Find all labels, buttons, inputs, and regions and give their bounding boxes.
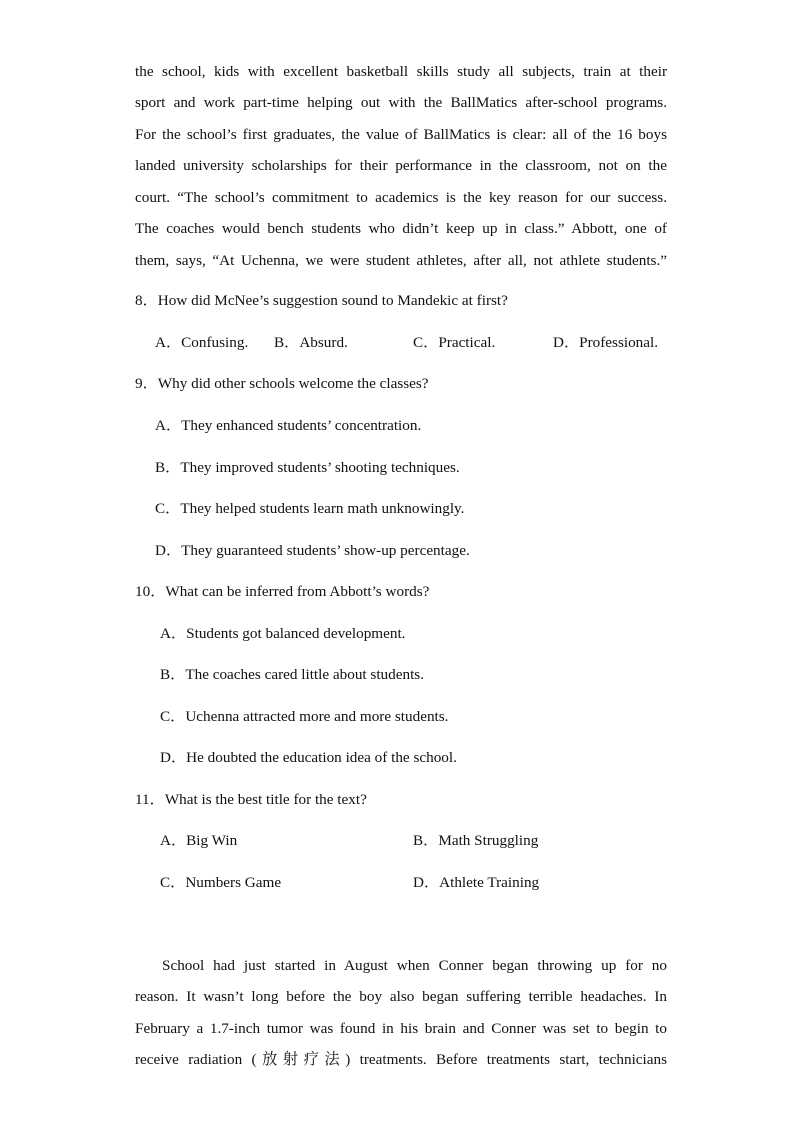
question-text: What is the best title for the text? <box>164 791 367 808</box>
q9-option-a[interactable]: A．They enhanced students’ concentration. <box>155 417 422 434</box>
passage-line: The coaches would bench students who didn’t keep up in class.” Abbott, one of <box>135 220 667 237</box>
q10-option-c[interactable]: C．Uchenna attracted more and more students. <box>160 708 449 725</box>
passage-line: the school, kids with excellent basketball skills study all subjects, train at their <box>135 63 667 80</box>
question-text: What can be inferred from Abbott’s words? <box>165 583 430 600</box>
question-9 <box>135 374 429 394</box>
q8-option-b[interactable]: B．Absurd. <box>274 334 348 351</box>
question-number: 9． <box>135 375 158 392</box>
question-8 <box>135 291 508 311</box>
question-number: 8． <box>135 292 158 309</box>
question-number: 11． <box>135 791 165 808</box>
question-text: Why did other schools welcome the classes? <box>157 375 429 392</box>
q9-option-c[interactable]: C．They helped students learn math unknowingly. <box>155 500 465 517</box>
question-10 <box>135 582 429 602</box>
q11-option-b[interactable]: B．Math Struggling <box>413 832 539 849</box>
passage-line: reason. It wasn’t long before the boy also began suffering terrible headaches. In <box>135 988 667 1005</box>
passage-line: court. “The school’s commitment to academics is the key reason for our success. <box>135 189 667 206</box>
q8-option-a[interactable]: A．Confusing. <box>155 334 249 351</box>
passage-line: School had just started in August when Conner began throwing up for no <box>162 957 667 974</box>
q11-option-a[interactable]: A．Big Win <box>160 832 238 849</box>
q10-option-d[interactable]: D．He doubted the education idea of the school. <box>160 749 457 766</box>
q11-option-d[interactable]: D．Athlete Training <box>413 874 540 891</box>
q8-option-c[interactable]: C．Practical. <box>413 334 496 351</box>
q11-option-c[interactable]: C．Numbers Game <box>160 874 282 891</box>
question-text: How did McNee’s suggestion sound to Mandekic at first? <box>157 292 508 309</box>
q10-option-a[interactable]: A．Students got balanced development. <box>160 625 406 642</box>
passage-line: February a 1.7-inch tumor was found in his brain and Conner was set to begin to <box>135 1020 667 1037</box>
q8-option-d[interactable]: D．Professional. <box>553 334 659 351</box>
passage-line: sport and work part-time helping out with the BallMatics after-school programs. <box>135 94 667 111</box>
passage-line: them, says, “At Uchenna, we were student athletes, after all, not athlete students.” <box>135 252 667 269</box>
passage-line: landed university scholarships for their performance in the classroom, not on the <box>135 157 667 174</box>
passage-line: For the school’s first graduates, the value of BallMatics is clear: all of the 16 boys <box>135 126 667 143</box>
q10-option-b[interactable]: B．The coaches cared little about students. <box>160 666 425 683</box>
q9-option-d[interactable]: D．They guaranteed students’ show-up percentage. <box>155 542 470 559</box>
q9-option-b[interactable]: B．They improved students’ shooting techniques. <box>155 459 460 476</box>
question-number: 10． <box>135 583 166 600</box>
passage-line: receive radiation (放射疗法) treatments. Before treatments start, technicians <box>135 1051 667 1068</box>
question-11 <box>135 790 367 810</box>
